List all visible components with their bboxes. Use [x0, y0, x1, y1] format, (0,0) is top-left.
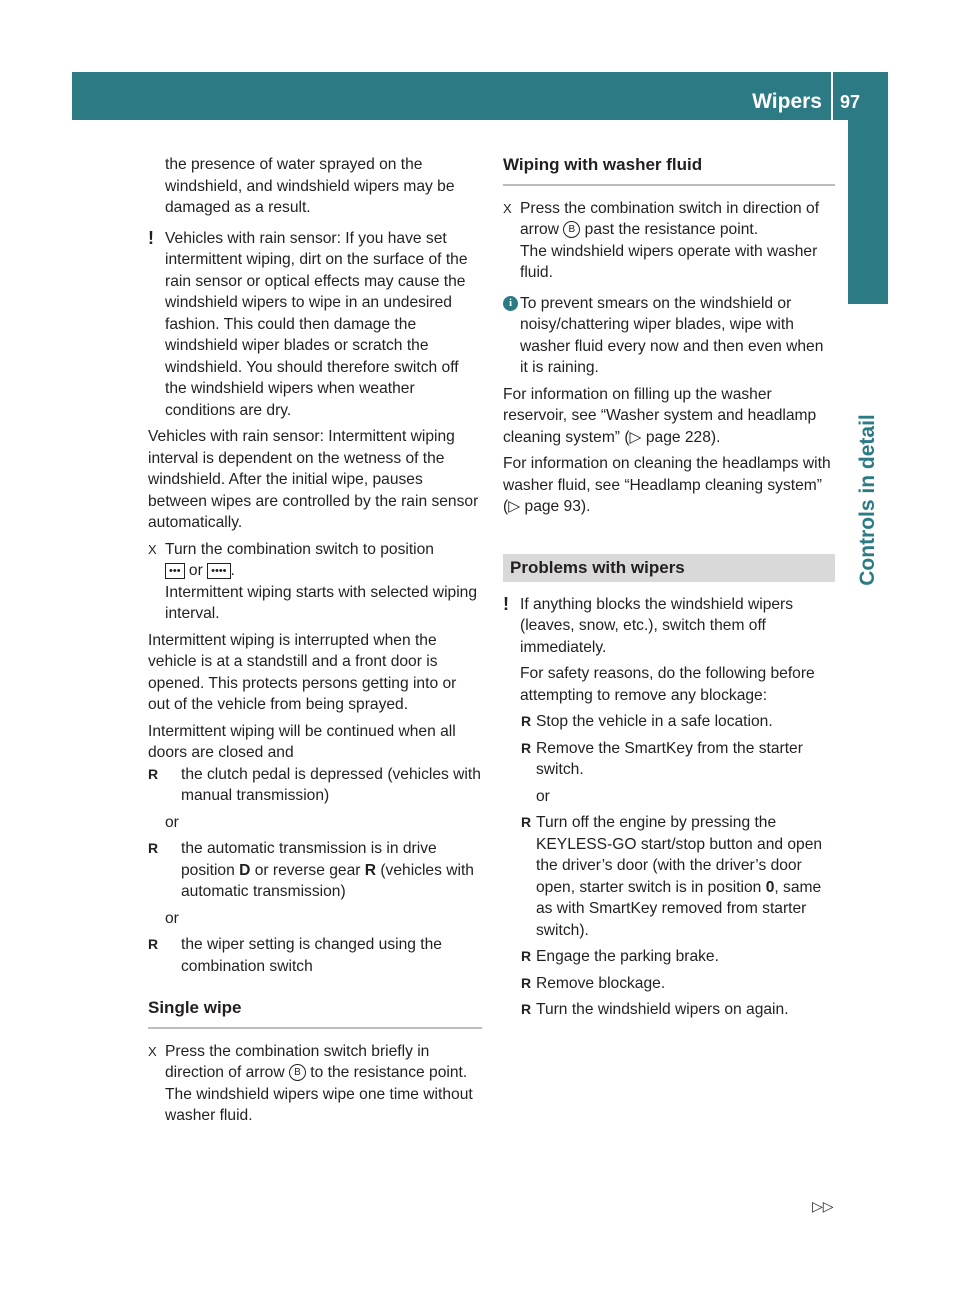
- list-item: R Remove the SmartKey from the starter switch.: [521, 739, 803, 778]
- intermittent-2-symbol: ••••: [207, 563, 230, 579]
- right-column: [503, 154, 835, 1021]
- step-result: The windshield wipers operate with washer fluid.: [520, 242, 818, 281]
- step-arrow-icon: X: [503, 200, 512, 216]
- instruction-step: X Press the combination switch in direction of arrow B past the resistance point. The windshield wipers operate with washer fluid.: [503, 199, 820, 281]
- or-text: or: [536, 787, 550, 805]
- or-text: or: [165, 909, 179, 927]
- info-note: i To prevent smears on the windshield or noisy/chattering wiper blades, wipe with washer fluid every now and then even when it is raining.: [503, 293, 835, 379]
- bullet-icon: R: [521, 739, 532, 756]
- paragraph: For information on filling up the washer reservoir, see “Washer system and headlamp cleaning system” (▷ page 228).: [503, 385, 817, 446]
- paragraph: Intermittent wiping is interrupted when the vehicle is at a standstill and a front door is opened. This protects persons getting into or out of the vehicle from being sprayed.: [148, 631, 457, 713]
- section-heading: Single wipe: [148, 997, 482, 1029]
- caution-note: [148, 228, 482, 422]
- list-item: R Engage the parking brake.: [503, 946, 835, 968]
- section-heading-shaded: Problems with wipers: [503, 554, 835, 582]
- caution-icon: !: [503, 593, 509, 614]
- paragraph: Intermittent wiping will be continued when all doors are closed and: [148, 722, 456, 761]
- caution-text: Vehicles with rain sensor: If you have set intermittent wiping, dirt on the surface of the rain sensor or optical effects may cause the windshield wipers to wipe in an undesired fashion. This could then damage the windshield wiper blades or scratch the windshield. You should therefore switch off the windshield wipers when weather conditions are dry.: [165, 229, 468, 419]
- list-item: R Remove blockage.: [503, 973, 835, 995]
- paragraph-continued: the presence of water sprayed on the windshield, and windshield wipers may be damaged as a result.: [165, 156, 455, 216]
- list-item: R Turn off the engine by pressing the KEYLESS-GO start/stop button and open the driver’s door (with the driver’s door open, starter switch is in position 0, same as with SmartKey removed from starter switch).: [521, 814, 823, 939]
- chapter-title: Wipers: [752, 90, 822, 113]
- or-text: or: [165, 813, 179, 831]
- instruction-step: X Turn the combination switch to position ••• or •••• . Intermittent wiping starts with selected wiping interval.: [148, 540, 478, 622]
- caution-note: ! If anything blocks the windshield wipers (leaves, snow, etc.), switch them off immediately.: [503, 593, 794, 656]
- bullet-icon: R: [148, 936, 159, 952]
- side-tab: [848, 120, 888, 304]
- paragraph: Vehicles with rain sensor: Intermittent wiping interval is dependent on the wetness of the windshield. After the initial wipe, pauses between wipes are controlled by the rain sensor automatically.: [148, 428, 479, 531]
- bullet-icon: R: [521, 948, 532, 964]
- paragraph: For safety reasons, do the following before attempting to remove any blockage:: [520, 665, 815, 704]
- intermittent-1-symbol: •••: [165, 563, 185, 579]
- list-item: R the automatic transmission is in drive position D or reverse gear R (vehicles with automatic transmission): [148, 840, 474, 900]
- list-item: R Stop the vehicle in a safe location.: [503, 711, 835, 733]
- continued-next-page-icon: ▷▷: [812, 1198, 834, 1214]
- info-icon: i: [503, 296, 518, 311]
- arrow-b-symbol: B: [563, 221, 580, 238]
- section-side-label: Controls in detail: [856, 414, 879, 586]
- step-arrow-icon: X: [148, 541, 157, 557]
- left-column: [148, 154, 482, 1127]
- list-item: R the clutch pedal is depressed (vehicles with manual transmission): [148, 765, 481, 804]
- bullet-icon: R: [521, 713, 532, 729]
- bullet-icon: R: [521, 814, 532, 830]
- list-item: R the wiper setting is changed using the combination switch: [148, 936, 442, 975]
- step-result: The windshield wipers wipe one time without washer fluid.: [165, 1085, 473, 1124]
- caution-icon: !: [148, 227, 154, 248]
- arrow-b-symbol: B: [289, 1064, 306, 1081]
- bullet-icon: R: [521, 974, 532, 991]
- section-heading: Wiping with washer fluid: [503, 154, 835, 186]
- bullet-icon: R: [521, 1001, 532, 1017]
- step-arrow-icon: X: [148, 1043, 157, 1059]
- bullet-icon: R: [148, 840, 159, 856]
- header-divider: [831, 72, 833, 120]
- paragraph: For information on cleaning the headlamps with washer fluid, see “Headlamp cleaning system” (▷ page 93).: [503, 455, 831, 515]
- step-result: Intermittent wiping starts with selected wiping interval.: [165, 583, 478, 622]
- instruction-step: X Press the combination switch briefly in direction of arrow B to the resistance point. The windshield wipers wipe one time without washer fluid.: [148, 1042, 473, 1124]
- page-number: 97: [840, 92, 861, 112]
- list-item: R Turn the windshield wipers on again.: [503, 999, 835, 1021]
- bullet-icon: R: [148, 765, 159, 782]
